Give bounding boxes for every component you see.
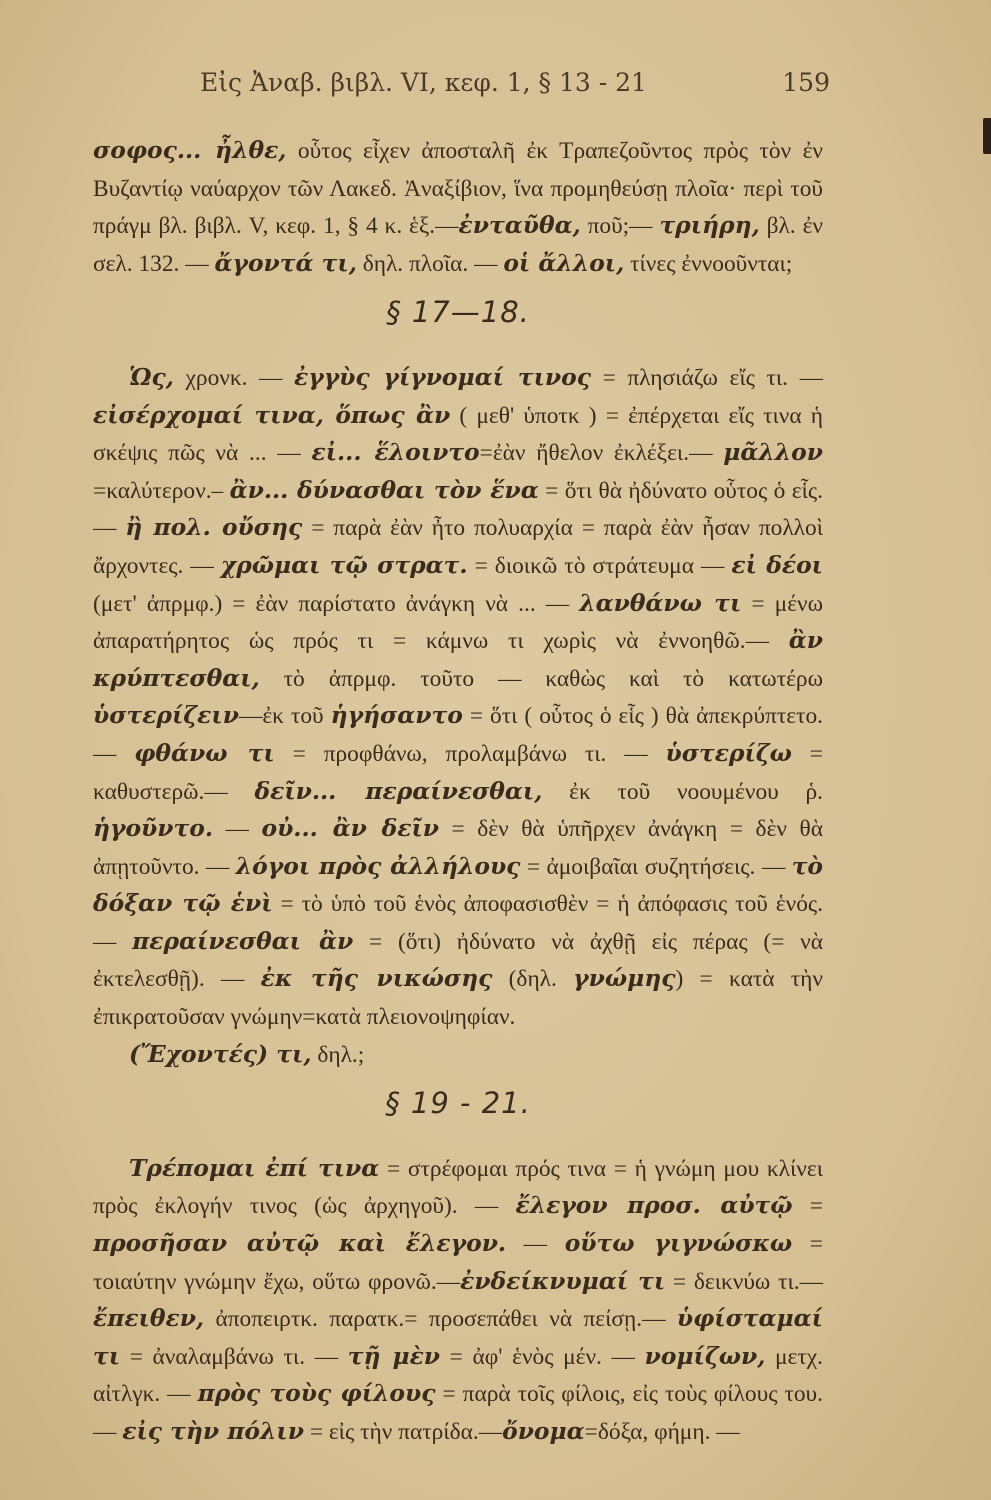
gloss-text: = καθυστερῶ.— — [93, 740, 823, 805]
gloss-text: βλ. ἐν σελ. 132. — — [93, 213, 823, 277]
lemma-term: ἐγγὺς γίγνομαί τινος — [294, 362, 591, 391]
gloss-text: ( μεθ' ὑποτκ ) = ἐπέρχεται εἴς τινα ἡ σκέψις πῶς νὰ ... — — [93, 402, 823, 467]
page-body — [93, 132, 823, 1451]
gloss-text: = προφθάνω, προλαμβάνω τι. — — [274, 740, 666, 767]
section-heading-19-21: § 19 - 21. — [385, 1086, 531, 1121]
lemma-term: ὑφίσταμαί τι — [93, 1304, 823, 1370]
gloss-text: = στρέφομαι πρός τινα = ἡ γνώμη μου κλίνει πρὸς ἐκλογήν τινος (ὡς ἀρχηγοῦ). — — [93, 1155, 823, 1220]
lemma-term: ἂν κρύπτεσθαι, — [93, 626, 823, 692]
paragraph-2 — [93, 359, 823, 1036]
lemma-term: ἐνδείκνυμαί τι — [460, 1266, 666, 1295]
gloss-text: = παρὰ τοῖς φίλοις, εἰς τοὺς φίλους του.— — [93, 1381, 823, 1445]
lemma-term: ἐνταῦθα, — [458, 211, 581, 240]
gloss-text: =ἐὰν ἤθελον ἐκλέξει.— — [479, 440, 724, 467]
lemma-term: οὕτω γιγνώσκω — [564, 1229, 793, 1258]
lemma-term: προσῆσαν αὐτῷ καὶ ἔλεγον. — [93, 1229, 507, 1258]
lemma-term: χρῶμαι τῷ στρατ. — [220, 550, 468, 579]
gloss-text: = παρὰ ἐὰν ἦτο πολυαρχία = παρὰ ἐὰν ἦσαν πολλοὶ ἄρχοντες. — — [93, 515, 824, 579]
gloss-text: τὸ ἀπρμφ. τοῦτο — καθὼς καὶ τὸ κατωτέρω — [259, 665, 823, 692]
paragraph-3 — [93, 1036, 823, 1074]
gloss-text: μετχ. αἰτλγκ. — — [93, 1343, 824, 1408]
gloss-text: ἐκ τοῦ νοουμένου ῥ. — [542, 778, 824, 805]
gloss-text: = ὅτι θὰ ἠδύνατο οὗτος ὁ εἷς. — — [93, 477, 823, 542]
lemma-term: τὸ δόξαν τῷ ἑνὶ — [93, 851, 824, 918]
lemma-term: ἐκ τῆς νικώσης — [260, 964, 493, 993]
gloss-text: = ἀναλαμβάνω τι. — — [120, 1343, 348, 1370]
gloss-text: —ἐκ τοῦ — [238, 703, 331, 730]
gloss-text: = εἰς τὴν πατρίδα.— — [303, 1419, 503, 1445]
lemma-term: νομίζων, — [644, 1341, 766, 1370]
gloss-text: (δηλ. — [492, 966, 574, 993]
gloss-text: =καλύτερον.– — [93, 477, 230, 504]
lemma-term: φθάνω τι — [134, 738, 275, 767]
lemma-term: οὐ... ἂν δεῖν — [261, 814, 439, 843]
gloss-text: — — [213, 816, 262, 843]
lemma-term: ὑστερίζω — [665, 738, 792, 767]
lemma-term: ἔπειθεν, — [93, 1304, 205, 1333]
page-number: 159 — [782, 68, 830, 97]
lemma-term: εἰ... ἕλοιντο — [311, 438, 480, 467]
gloss-text: = δὲν θὰ ὑπῆρχεν ἀνάγκη = δὲν θὰ ἀπῃτοῦντο. — — [93, 816, 823, 880]
lemma-term: (Ἔχοντές) τι, — [129, 1039, 312, 1068]
lemma-term: ὄνομα — [502, 1417, 585, 1445]
gloss-text: = τὸ ὑπὸ τοῦ ἑνὸς ἀποφασισθὲν = ἡ ἀπόφασις τοῦ ἑνός. — — [93, 891, 823, 955]
gloss-text: = δεικνύω τι.— — [665, 1268, 823, 1295]
gloss-text: =δόξα, φήμη. — — [584, 1419, 740, 1445]
gloss-text: δηλ.; — [311, 1041, 365, 1068]
lemma-term: ἔλεγον προσ. αὐτῷ — [515, 1191, 793, 1220]
lemma-term: Ὡς, — [129, 362, 174, 391]
lemma-term: ἢ πολ. οὔσης — [125, 513, 303, 542]
lemma-term: γνώμης — [573, 964, 676, 993]
lemma-term: οἱ ἄλλοι, — [503, 248, 625, 277]
lemma-term: λόγοι πρὸς ἀλλήλους — [235, 851, 521, 880]
gloss-text: (μετ' ἀπρμφ.) = ἐὰν παρίστατο ἀνάγκη νὰ ... — — [93, 590, 580, 617]
lemma-term: ἂν... δύνασθαι τὸν ἕνα — [229, 475, 539, 504]
lemma-term: σοφος... ἦλθε, — [93, 136, 287, 164]
gloss-text: = ἀφ' ἑνὸς μέν. — — [440, 1343, 645, 1370]
lemma-term: μᾶλλον — [723, 438, 823, 467]
gloss-text: = διοικῶ τὸ στράτευμα — — [467, 552, 732, 579]
lemma-term: Τρέπομαι ἐπί τινα — [129, 1153, 380, 1182]
gloss-text: = ὅτι ( οὗτος ὁ εἷς ) θὰ ἀπεκρύπτετο. — — [93, 703, 823, 767]
paragraph-1 — [93, 132, 823, 282]
lemma-term: εἰς τὴν πόλιν — [122, 1417, 304, 1445]
lemma-term: ὑστερίζειν — [93, 701, 239, 730]
lemma-term: ἡγήσαντο — [330, 701, 463, 730]
page-header — [120, 68, 830, 108]
lemma-term: πρὸς τοὺς φίλους — [197, 1379, 436, 1408]
lemma-term: τριήρη, — [659, 211, 760, 240]
gloss-text: = πλησιάζω εἴς τι. — — [591, 364, 824, 391]
gloss-text: = ἀμοιβαῖαι συζητήσεις. — — [520, 853, 792, 880]
page-edge-mark — [983, 118, 991, 154]
gloss-text: ἀποπειρτκ. παρατκ.= προσεπάθει νὰ πείσῃ.— — [204, 1306, 677, 1333]
gloss-text: — — [506, 1231, 565, 1258]
gloss-text: ) = κατὰ τὴν ἐπικρατοῦσαν γνώμην=κατὰ πλειονοψηφίαν. — [93, 966, 823, 1031]
lemma-term: ἡγοῦντο. — [93, 814, 213, 843]
gloss-text: τίνες ἐννοοῦνται; — [624, 250, 793, 277]
lemma-term: εἰ δέοι — [731, 550, 823, 579]
gloss-text: χρονκ. — — [173, 364, 295, 391]
paragraph-4 — [93, 1150, 823, 1451]
gloss-text: οὗτος εἶχεν ἀποσταλῆ ἐκ Τραπεζοῦντος πρὸς τὸν ἐν Βυζαντίῳ ναύαρχον τῶν Λακεδ. Ἀναξίβιον, ἵνα προμηθεύσῃ πλοῖα· περὶ τοῦ πράγμ βλ. βιβλ. V, κεφ. 1, § 4 κ. ἑξ.— — [93, 138, 823, 240]
lemma-term: ἄγοντά τι, — [214, 248, 357, 277]
gloss-text: ποῦ;— — [580, 213, 660, 240]
gloss-text: = μένω ἀπαρατήρητος ὡς πρός τι = κάμνω τι χωρὶς νὰ ἐννοηθῶ.— — [93, 590, 823, 655]
lemma-term: δεῖν... περαίνεσθαι, — [254, 776, 543, 805]
lemma-term: λανθάνω τι — [579, 588, 742, 617]
lemma-term: εἰσέρχομαί τινα, ὅπως ἂν — [93, 400, 451, 429]
running-title: Εἰς Ἀναβ. βιβλ. VI, κεφ. 1, § 13 - 21 — [200, 68, 647, 97]
gloss-text: = τοιαύτην γνώμην ἔχω, οὕτω φρονῶ.— — [93, 1231, 823, 1295]
section-heading-17-18: § 17—18. — [386, 295, 530, 330]
lemma-term: τῇ μὲν — [347, 1341, 441, 1370]
gloss-text: δηλ. πλοῖα. — — [356, 250, 504, 277]
lemma-term: περαίνεσθαι ἂν — [132, 926, 354, 955]
gloss-text: = (ὅτι) ἠδύνατο νὰ ἀχθῇ εἰς πέρας (= νὰ ἐκτελεσθῇ). — — [93, 928, 823, 993]
gloss-text: = — [792, 1193, 823, 1220]
